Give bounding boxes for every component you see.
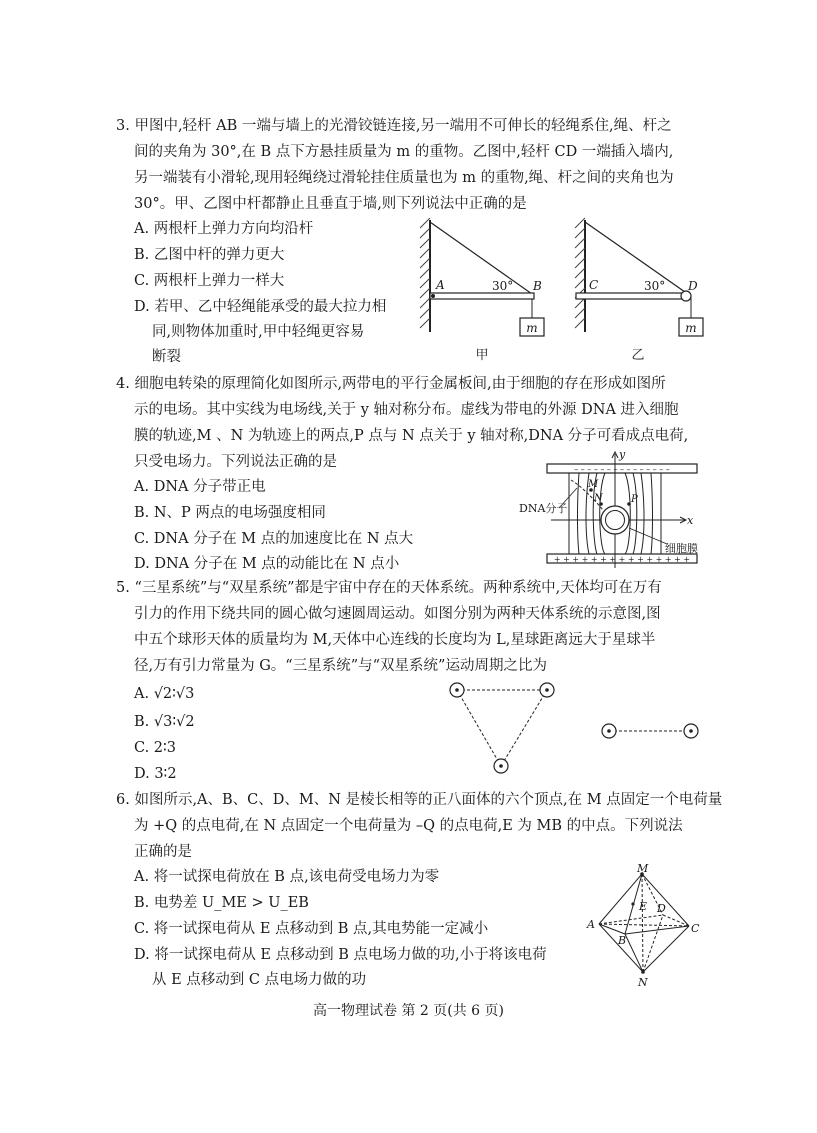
binary-star-system [602, 724, 698, 738]
q4-stem-line-2: 示的电场。其中实线为电场线,关于 y 轴对称分布。虚线为带电的外源 DNA 进入细胞 [134, 402, 679, 418]
x-axis-label: x [687, 514, 694, 527]
q3-option-b: B. 乙图中杆的弹力更大 [134, 247, 285, 263]
q5-option-c: C. 2∶3 [134, 740, 177, 756]
q5-option-d: D. 3∶2 [134, 766, 177, 782]
jia-angle-label: 30° [492, 279, 514, 293]
q3-figure [412, 214, 712, 364]
point-p-label: P [631, 494, 638, 505]
vertex-c-label: C [691, 922, 700, 935]
q5-stem-line-3: 中五个球形天体的质量均为 M,天体中心连线的长度均为 L,星球距离远大于星球半 [134, 632, 656, 648]
point-e-label: E [639, 900, 648, 913]
q5-stem-line-2: 引力的作用下绕共同的圆心做匀速圆周运动。如图分别为两种天体系统的示意图,图 [134, 606, 661, 622]
q6-option-c: C. 将一试探电荷从 E 点移动到 B 点,其电势能一定减小 [134, 921, 489, 937]
q3-stem-line-3: 另一端装有小滑轮,现用轻绳绕过滑轮挂住质量也为 m 的重物,绳、杆之间的夹角也为 [134, 170, 674, 186]
caption-jia: 甲 [475, 348, 489, 363]
y-axis-label: y [619, 448, 626, 461]
q5-figure [440, 676, 710, 780]
jia-mass-label: m [526, 321, 538, 335]
dna-label: DNA分子 [519, 502, 568, 515]
bottom-plate-signs: + + + + + + + + + + + + + + + [553, 555, 691, 564]
q3-stem-line-1: 3. 甲图中,轻杆 AB 一端与墙上的光滑铰链连接,另一端用不可伸长的轻绳系住,绳、杆之 [116, 118, 672, 134]
page-footer: 高一物理试卷 第 2 页(共 6 页) [313, 1003, 504, 1019]
q3-option-d: D. 若甲、乙中轻绳能承受的最大拉力相 [134, 299, 387, 315]
q3-stem-line-2: 间的夹角为 30°,在 B 点下方悬挂质量为 m 的重物。乙图中,轻杆 CD 一端插入墙内, [134, 144, 674, 160]
point-m-label: M [588, 479, 599, 490]
three-star-system [450, 683, 554, 773]
q3-option-d-cont-1: 同,则物体加重时,甲中轻绳更容易 [152, 324, 365, 340]
q3-option-d-cont-2: 断裂 [152, 349, 181, 365]
label-a: A [436, 278, 445, 292]
q5-option-a: A. √2∶√3 [134, 686, 195, 702]
q6-option-d: D. 将一试探电荷从 E 点移动到 B 点电场力做的功,小于将该电荷 [134, 947, 547, 963]
q4-option-d: D. DNA 分子在 M 点的动能比在 N 点小 [134, 556, 400, 572]
q6-stem-line-1: 6. 如图所示,A、B、C、D、M、N 是棱长相等的正八面体的六个顶点,在 M 点固定一个电荷量 [116, 792, 723, 808]
label-b: B [533, 279, 542, 293]
point-n-label: N [594, 493, 603, 504]
vertex-a-label: A [587, 918, 595, 931]
vertex-d-label: D [657, 902, 666, 915]
top-plate-signs: – – – – – – – – – – – – – – – [574, 465, 670, 474]
label-d: D [688, 279, 698, 293]
figure-jia [420, 218, 544, 363]
membrane-label: 细胞膜 [665, 542, 698, 555]
yi-mass-label: m [685, 321, 697, 335]
q3-stem-line-4: 30°。甲、乙图中杆都静止且垂直于墙,则下列说法中正确的是 [134, 196, 527, 212]
q4-stem-line-4: 只受电场力。下列说法正确的是 [134, 454, 337, 470]
q6-option-d-cont: 从 E 点移动到 C 点电场力做的功 [152, 972, 367, 988]
q5-option-b: B. √3∶√2 [134, 714, 195, 730]
q3-option-c: C. 两根杆上弹力一样大 [134, 273, 285, 289]
q6-option-b: B. 电势差 U_ME > U_EB [134, 895, 309, 911]
vertex-n-label: N [638, 976, 648, 989]
q4-figure [515, 446, 715, 572]
q5-stem-line-1: 5. “三星系统”与“双星系统”都是宇宙中存在的天体系统。两种系统中,天体均可在万有 [116, 580, 662, 596]
yi-angle-label: 30° [644, 279, 666, 293]
figure-yi [575, 218, 703, 363]
label-c: C [589, 278, 599, 292]
q6-stem-line-3: 正确的是 [134, 844, 192, 860]
q6-octahedron-figure [585, 862, 710, 992]
caption-yi: 乙 [631, 348, 645, 363]
q4-option-c: C. DNA 分子在 M 点的加速度比在 N 点大 [134, 531, 414, 547]
q4-stem-line-1: 4. 细胞电转染的原理简化如图所示,两带电的平行金属板间,由于细胞的存在形成如图所 [116, 376, 666, 392]
q6-stem-line-2: 为 +Q 的点电荷,在 N 点固定一个电荷量为 –Q 的点电荷,E 为 MB 的中点。下列说法 [134, 818, 683, 834]
q4-option-a: A. DNA 分子带正电 [134, 479, 266, 495]
q4-stem-line-3: 膜的轨迹,M 、N 为轨迹上的两点,P 点与 N 点关于 y 轴对称,DNA 分子可看成点电荷, [134, 428, 689, 444]
q3-option-a: A. 两根杆上弹力方向均沿杆 [134, 221, 314, 237]
vertex-m-label: M [637, 862, 649, 875]
q6-option-a: A. 将一试探电荷放在 B 点,该电荷受电场力为零 [134, 869, 440, 885]
vertex-b-label: B [618, 934, 627, 947]
q4-option-b: B. N、P 两点的电场强度相同 [134, 505, 326, 521]
q5-stem-line-4: 径,万有引力常量为 G。“三星系统”与“双星系统”运动周期之比为 [134, 658, 547, 674]
